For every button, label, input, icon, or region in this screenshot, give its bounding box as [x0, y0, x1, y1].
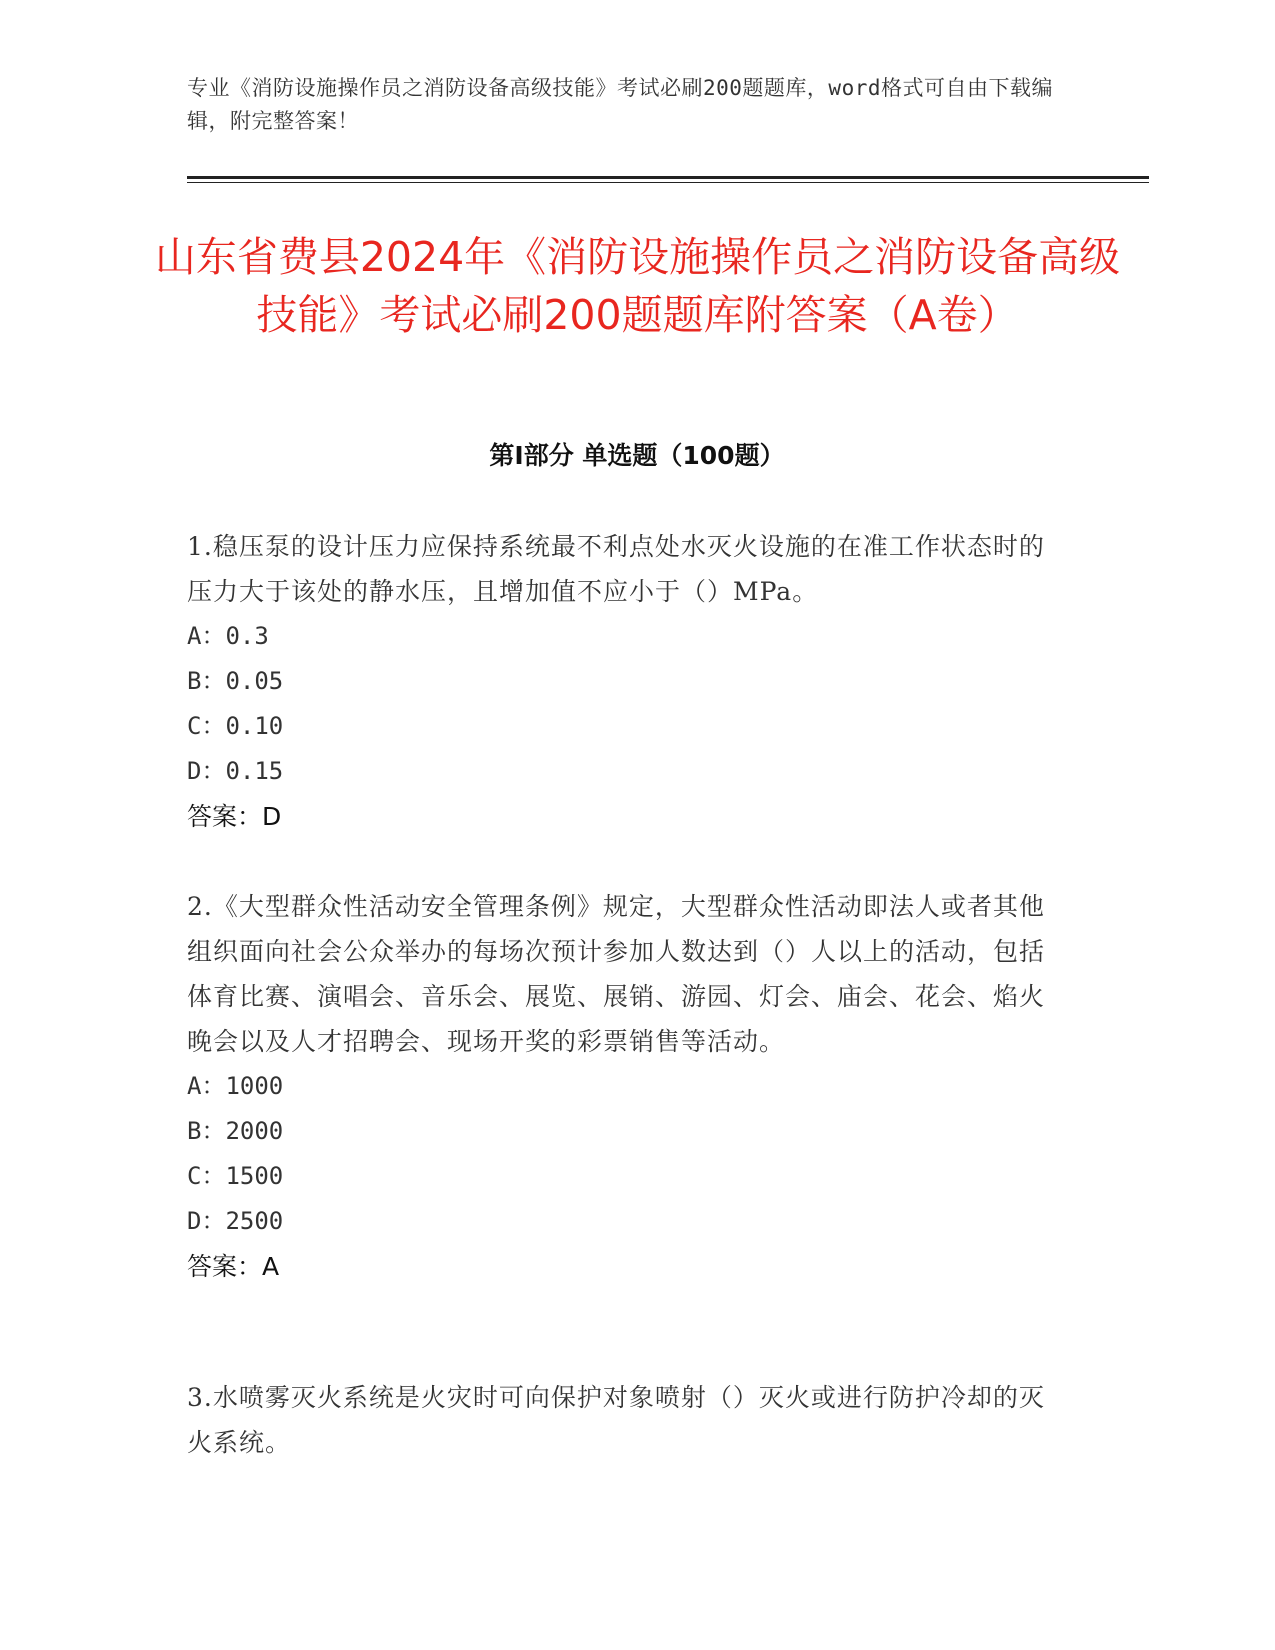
header-divider-thick [187, 176, 1149, 179]
question-1 [187, 524, 1067, 839]
answer: 答案：A [187, 1252, 280, 1281]
question-stem: 1.稳压泵的设计压力应保持系统最不利点处水灭火设施的在准工作状态时的压力大于该处的静水压，且增加值不应小于（）MPa。 [187, 532, 1045, 606]
option-c: C：1500 [187, 1162, 284, 1190]
option-a: A：1000 [187, 1072, 284, 1100]
option-d: D：2500 [187, 1207, 284, 1235]
option-d: D：0.15 [187, 757, 284, 785]
question-2 [187, 884, 1067, 1289]
option-b: B：0.05 [187, 667, 284, 695]
option-a: A：0.3 [187, 622, 269, 650]
question-stem: 3.水喷雾灭火系统是火灾时可向保护对象喷射（）灭火或进行防护冷却的灭火系统。 [187, 1383, 1045, 1457]
question-3 [187, 1375, 1067, 1465]
option-c: C：0.10 [187, 712, 284, 740]
option-b: B：2000 [187, 1117, 284, 1145]
header-note: 专业《消防设施操作员之消防设备高级技能》考试必刷200题题库，word格式可自由下载编辑，附完整答案！ [187, 76, 1053, 133]
section-title: 第I部分 单选题（100题） [489, 441, 785, 470]
question-stem: 2.《大型群众性活动安全管理条例》规定，大型群众性活动即法人或者其他组织面向社会公众举办的每场次预计参加人数达到（）人以上的活动，包括体育比赛、演唱会、音乐会、展览、展销、游园、灯会、庙会、花会、焰火晚会以及人才招聘会、现场开奖的彩票销售等活动。 [187, 892, 1046, 1056]
document-title: 山东省费县2024年《消防设施操作员之消防设备高级技能》考试必刷200题题库附答案（A卷） [154, 233, 1121, 339]
answer: 答案：D [187, 802, 282, 831]
header-divider-thin [187, 182, 1149, 183]
